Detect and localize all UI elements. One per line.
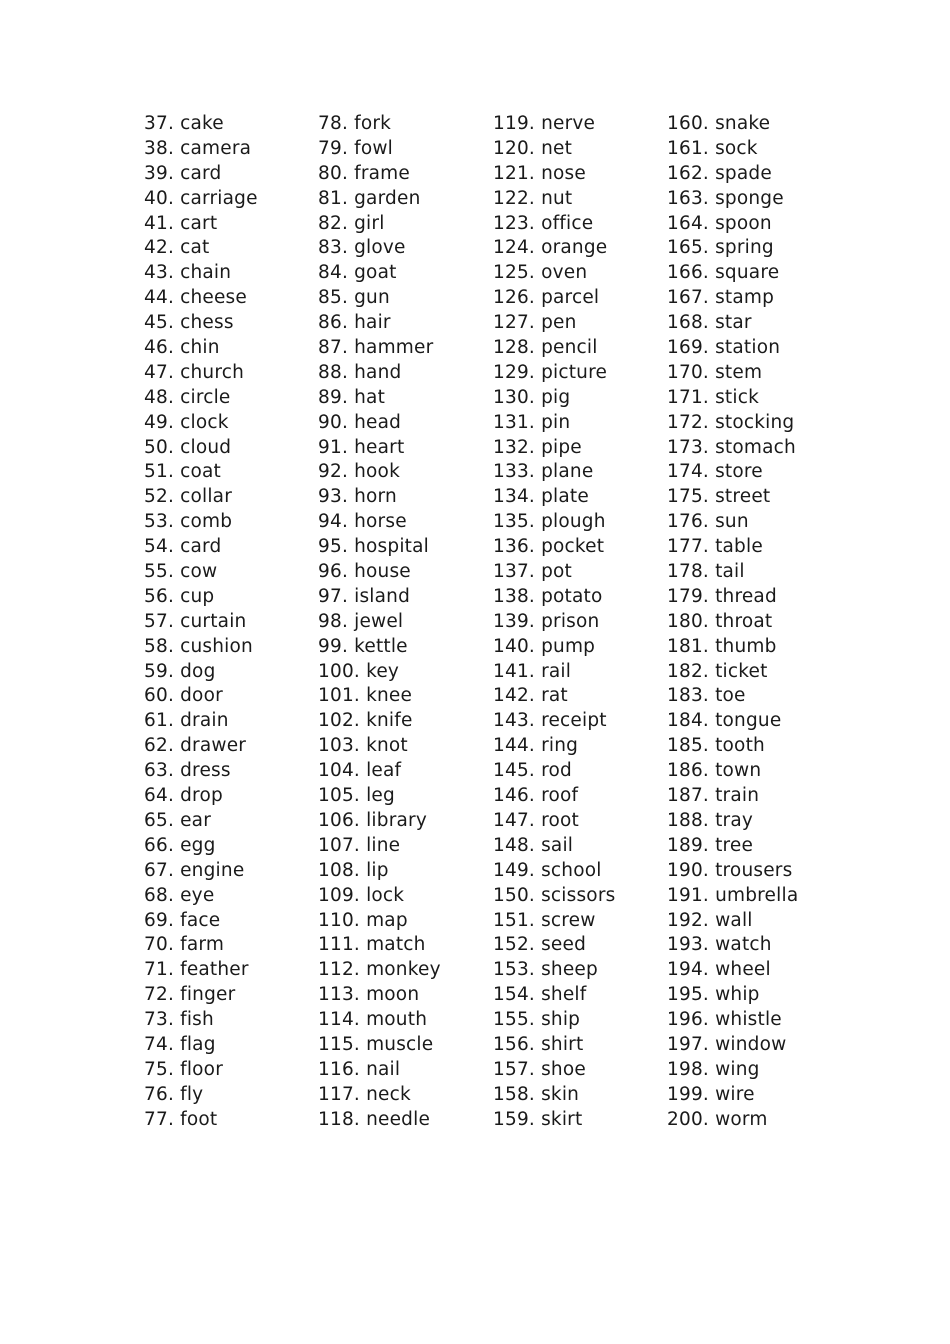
word-list-item: 124. orange <box>493 237 608 259</box>
word-list-item: 69. face <box>144 909 221 931</box>
word-list-item: 160. snake <box>667 113 771 134</box>
word-list-item: 119. nerve <box>493 113 596 134</box>
word-list-item: 130. pig <box>493 386 571 408</box>
word-list-item: 83. glove <box>318 237 406 259</box>
word-list-item: 42. cat <box>144 237 210 259</box>
word-list-item: 144. ring <box>493 735 579 757</box>
word-list-item: 78. fork <box>318 113 392 134</box>
word-list-item: 167. stamp <box>667 287 775 309</box>
word-list-item: 157. shoe <box>493 1058 586 1080</box>
word-list-item: 37. cake <box>144 113 224 134</box>
word-list-item: 128. pencil <box>493 337 598 359</box>
word-list-item: 41. cart <box>144 212 218 234</box>
word-list-item: 87. hammer <box>318 337 434 359</box>
word-list-item: 94. horse <box>318 511 407 533</box>
word-list-item: 118. needle <box>318 1108 431 1130</box>
word-list-item: 76. fly <box>144 1083 204 1105</box>
word-list-item: 72. finger <box>144 984 236 1006</box>
word-list-item: 84. goat <box>318 262 397 284</box>
word-list-item: 64. drop <box>144 785 223 807</box>
word-list-item: 125. oven <box>493 262 588 284</box>
word-list-item: 91. heart <box>318 436 405 458</box>
word-column-4 <box>667 112 798 1133</box>
word-list-item: 92. hook <box>318 461 400 483</box>
word-list-item: 166. square <box>667 262 780 284</box>
word-list-item: 73. fish <box>144 1009 214 1031</box>
word-list-item: 183. toe <box>667 685 746 707</box>
word-list-item: 95. hospital <box>318 536 429 558</box>
word-list-item: 103. knot <box>318 735 408 757</box>
word-list-item: 40. carriage <box>144 187 258 209</box>
word-list-item: 122. nut <box>493 187 573 209</box>
word-list-item: 141. rail <box>493 660 572 682</box>
word-list-item: 142. rat <box>493 685 568 707</box>
word-list-item: 126. parcel <box>493 287 600 309</box>
word-list-item: 102. knife <box>318 710 413 732</box>
word-list-item: 55. cow <box>144 561 218 583</box>
word-list-item: 54. card <box>144 536 222 558</box>
word-list-item: 148. sail <box>493 834 574 856</box>
word-list-item: 123. office <box>493 212 594 234</box>
word-list-item: 178. tail <box>667 561 745 583</box>
word-list-item: 186. town <box>667 760 762 782</box>
word-list-item: 108. lip <box>318 859 389 881</box>
word-list-item: 145. rod <box>493 760 572 782</box>
word-list-item: 75. floor <box>144 1058 223 1080</box>
word-list-item: 153. sheep <box>493 959 598 981</box>
word-column-1 <box>144 112 258 1133</box>
word-list-item: 65. ear <box>144 809 212 831</box>
word-list-item: 182. ticket <box>667 660 768 682</box>
word-list-item: 52. collar <box>144 486 233 508</box>
word-list-item: 137. pot <box>493 561 572 583</box>
word-list-item: 79. fowl <box>318 137 394 159</box>
word-list-item: 97. island <box>318 585 411 607</box>
word-list-item: 196. whistle <box>667 1009 782 1031</box>
word-list-item: 171. stick <box>667 386 759 408</box>
word-list-item: 193. watch <box>667 934 772 956</box>
word-list-item: 70. farm <box>144 934 225 956</box>
word-list-item: 198. wing <box>667 1058 760 1080</box>
word-list-item: 173. stomach <box>667 436 796 458</box>
word-list-item: 136. pocket <box>493 536 605 558</box>
word-list-item: 120. net <box>493 137 573 159</box>
word-list-item: 46. chin <box>144 337 220 359</box>
word-list-item: 138. potato <box>493 585 603 607</box>
word-list-item: 81. garden <box>318 187 421 209</box>
word-list-item: 67. engine <box>144 859 245 881</box>
word-list-item: 53. comb <box>144 511 233 533</box>
word-list-item: 109. lock <box>318 884 405 906</box>
word-list-item: 165. spring <box>667 237 774 259</box>
word-list-item: 63. dress <box>144 760 231 782</box>
word-list-item: 93. horn <box>318 486 397 508</box>
word-list-item: 114. mouth <box>318 1009 428 1031</box>
word-list-item: 107. line <box>318 834 401 856</box>
word-list-item: 112. monkey <box>318 959 441 981</box>
word-list-item: 51. coat <box>144 461 221 483</box>
word-list-item: 187. train <box>667 785 760 807</box>
word-list-item: 85. gun <box>318 287 390 309</box>
word-list-item: 185. tooth <box>667 735 765 757</box>
word-list-item: 184. tongue <box>667 710 782 732</box>
word-list-item: 44. cheese <box>144 287 247 309</box>
word-list-item: 90. head <box>318 411 402 433</box>
word-list-item: 133. plane <box>493 461 594 483</box>
word-list-item: 61. drain <box>144 710 229 732</box>
word-list-item: 170. stem <box>667 361 763 383</box>
word-list-item: 164. spoon <box>667 212 772 234</box>
word-list-item: 154. shelf <box>493 984 587 1006</box>
word-list-item: 156. shirt <box>493 1033 584 1055</box>
word-list-item: 159. skirt <box>493 1108 583 1130</box>
word-list-item: 139. prison <box>493 610 600 632</box>
word-list-item: 158. skin <box>493 1083 580 1105</box>
word-list-item: 174. store <box>667 461 763 483</box>
word-list-item: 58. cushion <box>144 635 253 657</box>
word-list-item: 146. roof <box>493 785 579 807</box>
word-list-item: 132. pipe <box>493 436 582 458</box>
word-list-item: 143. receipt <box>493 710 607 732</box>
word-list-item: 195. whip <box>667 984 760 1006</box>
word-list-item: 62. drawer <box>144 735 247 757</box>
word-list-item: 98. jewel <box>318 610 404 632</box>
word-list-item: 99. kettle <box>318 635 408 657</box>
word-list-item: 197. window <box>667 1033 787 1055</box>
word-list-item: 161. sock <box>667 137 758 159</box>
word-list-item: 38. camera <box>144 137 252 159</box>
word-list-item: 86. hair <box>318 312 391 334</box>
word-list-item: 117. neck <box>318 1083 411 1105</box>
word-list-item: 110. map <box>318 909 408 931</box>
word-list-item: 194. wheel <box>667 959 771 981</box>
word-list-item: 129. picture <box>493 361 608 383</box>
word-list-item: 68. eye <box>144 884 215 906</box>
word-list-item: 177. table <box>667 536 763 558</box>
word-list-item: 113. moon <box>318 984 420 1006</box>
word-list-item: 115. muscle <box>318 1033 434 1055</box>
word-list-item: 155. ship <box>493 1009 581 1031</box>
word-list-item: 71. feather <box>144 959 249 981</box>
word-list-item: 105. leg <box>318 785 395 807</box>
word-list-item: 176. sun <box>667 511 749 533</box>
word-list-item: 181. thumb <box>667 635 777 657</box>
word-list-item: 191. umbrella <box>667 884 799 906</box>
word-list-item: 56. cup <box>144 585 215 607</box>
word-list-item: 111. match <box>318 934 426 956</box>
word-list-item: 162. spade <box>667 162 772 184</box>
word-list-item: 96. house <box>318 561 411 583</box>
word-list-item: 172. stocking <box>667 411 795 433</box>
word-list-item: 43. chain <box>144 262 232 284</box>
word-list-item: 89. hat <box>318 386 386 408</box>
word-list-item: 66. egg <box>144 834 216 856</box>
word-list-item: 39. card <box>144 162 222 184</box>
word-list-item: 80. frame <box>318 162 410 184</box>
word-list-item: 149. school <box>493 859 602 881</box>
word-list-item: 116. nail <box>318 1058 401 1080</box>
word-list-item: 59. dog <box>144 660 216 682</box>
word-list-item: 135. plough <box>493 511 606 533</box>
word-list-item: 45. chess <box>144 312 234 334</box>
word-list-item: 82. girl <box>318 212 385 234</box>
word-list-item: 127. pen <box>493 312 577 334</box>
word-list-item: 101. knee <box>318 685 413 707</box>
word-column-2 <box>318 112 441 1133</box>
word-list-item: 48. circle <box>144 386 231 408</box>
word-list-item: 180. throat <box>667 610 773 632</box>
word-list-item: 188. tray <box>667 809 754 831</box>
word-list-item: 49. clock <box>144 411 229 433</box>
word-list-item: 150. scissors <box>493 884 616 906</box>
word-list-item: 190. trousers <box>667 859 793 881</box>
word-list-item: 104. leaf <box>318 760 402 782</box>
word-list-item: 189. tree <box>667 834 754 856</box>
word-list-item: 200. worm <box>667 1108 768 1130</box>
word-list-item: 60. door <box>144 685 223 707</box>
word-list-item: 134. plate <box>493 486 589 508</box>
word-list-item: 168. star <box>667 312 752 334</box>
word-list-item: 199. wire <box>667 1083 755 1105</box>
word-column-3 <box>493 112 615 1133</box>
word-list-item: 192. wall <box>667 909 753 931</box>
word-list-item: 163. sponge <box>667 187 784 209</box>
word-list-item: 50. cloud <box>144 436 232 458</box>
word-list-item: 151. screw <box>493 909 596 931</box>
word-list-item: 131. pin <box>493 411 571 433</box>
word-list-item: 74. flag <box>144 1033 216 1055</box>
word-list-item: 77. foot <box>144 1108 218 1130</box>
word-list-item: 106. library <box>318 809 427 831</box>
word-list-item: 169. station <box>667 337 781 359</box>
word-list-item: 152. seed <box>493 934 587 956</box>
word-list-item: 57. curtain <box>144 610 247 632</box>
word-list-item: 140. pump <box>493 635 596 657</box>
word-list-item: 47. church <box>144 361 245 383</box>
word-list-item: 100. key <box>318 660 400 682</box>
word-list-item: 88. hand <box>318 361 402 383</box>
word-list-item: 121. nose <box>493 162 586 184</box>
word-list-item: 175. street <box>667 486 771 508</box>
word-list-item: 179. thread <box>667 585 777 607</box>
word-list-item: 147. root <box>493 809 579 831</box>
